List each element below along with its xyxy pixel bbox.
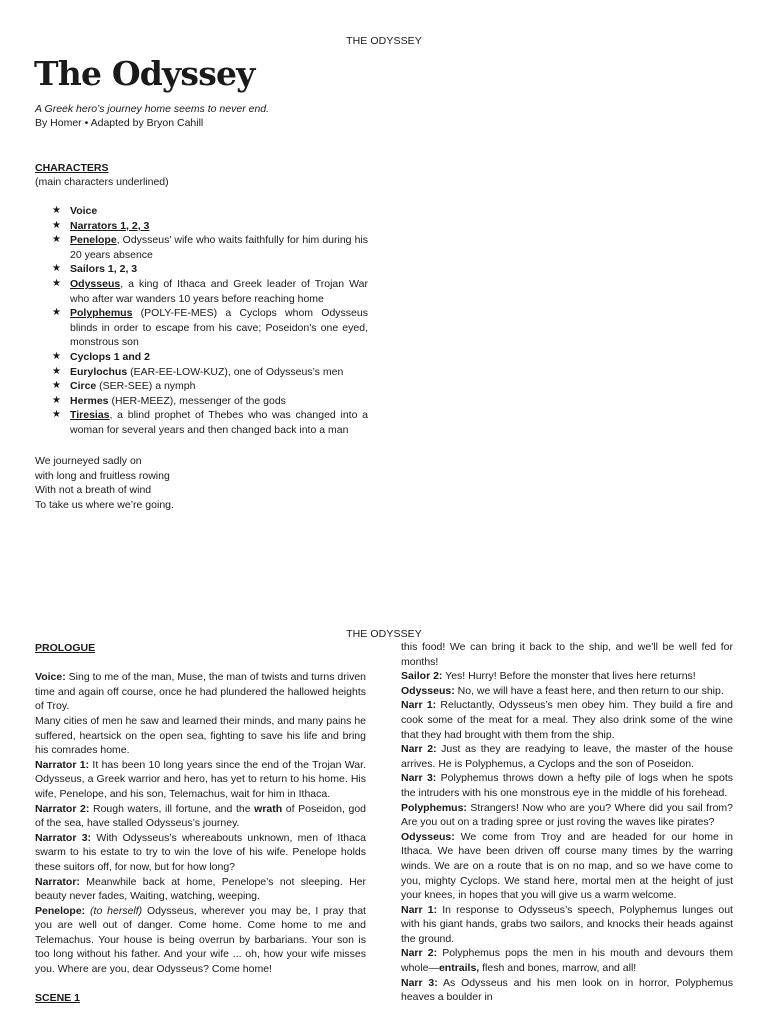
characters-heading: CHARACTERS	[35, 162, 109, 174]
character-name: Narrators 1, 2, 3	[70, 219, 150, 232]
byline: By Homer • Adapted by Bryon Cahill	[35, 117, 204, 129]
script-line	[401, 669, 733, 684]
line-text: Meanwhile back at home, Penelope’s not sleeping. Her beauty never fades, Waiting, watching, weeping.	[35, 875, 366, 903]
character-description: (HER-MEEZ), messenger of the gods	[108, 394, 286, 407]
script-line	[35, 831, 366, 875]
speaker-label: Narr 1:	[401, 699, 437, 712]
speaker-label: Narrator:	[35, 875, 80, 888]
character-name: Hermes	[70, 394, 109, 407]
poem-stanza	[35, 454, 174, 512]
script-line	[401, 698, 733, 742]
speaker-label: Odysseus:	[401, 830, 455, 843]
vocab-word: entrails,	[438, 962, 480, 975]
character-item	[52, 394, 368, 409]
left-column	[35, 641, 366, 1006]
character-item	[52, 219, 368, 234]
characters-note: (main characters underlined)	[35, 176, 169, 188]
script-line	[401, 946, 733, 975]
document-title: The Odyssey	[34, 54, 255, 93]
character-item	[52, 262, 368, 277]
script-line	[401, 684, 733, 699]
scene-heading: SCENE 1	[35, 992, 80, 1005]
character-name: Cyclops 1 and 2	[70, 350, 150, 363]
star-bullet-icon: ★	[52, 307, 61, 319]
script-line	[35, 758, 366, 802]
line-text: Yes! Hurry! Before the monster that lives here returns!	[442, 670, 696, 683]
prologue-heading: PROLOGUE	[35, 642, 96, 654]
character-name: Tiresias	[70, 409, 110, 422]
speaker-label: Narr 2:	[401, 947, 438, 960]
character-description: (POLY-FE-MES) a Cyclops whom Odysseus blinds in order to escape from his cave; Poseidon's one eyed, monstrous son	[70, 307, 368, 349]
stage-direction: (to herself)	[85, 904, 143, 917]
script-line	[35, 802, 366, 831]
line-text: Polyphemus pops the men in his mouth and devours them whole—	[401, 947, 733, 975]
character-item	[52, 233, 368, 262]
speaker-label: Narr 1:	[401, 903, 438, 916]
line-text: In response to Odysseus’s speech, Polyphemus lunges out with his giant hands, grabs two sailors, and knocks their heads against the ground.	[401, 903, 733, 945]
vocab-word: wrath	[254, 802, 283, 815]
line-text: It has been 10 long years since the end of the Trojan War. Odysseus, a Greek warrior and hero, has yet to return to his home. His wife, Penelope, and his son, Telemachus, wait for him in Ithaca.	[35, 758, 366, 800]
line-text: Reluctantly, Odysseus’s men obey him. They build a fire and cook some of the meat for a meal. They also drink some of the wine that they had brought with them from the ship.	[401, 699, 733, 741]
line-text: Polyphemus throws down a hefty pile of logs when he spots the intruders with his one monstrous eye in the middle of his forehead.	[401, 772, 733, 799]
speaker-label: Penelope:	[35, 904, 86, 917]
character-item	[52, 350, 368, 365]
line-text: Sing to me of the man, Muse, the man of twists and turns driven time and again off course, once he had plundered the hallowed heights of Troy.	[35, 671, 366, 713]
character-item	[52, 306, 368, 350]
line-text: No, we will have a feast here, and then return to our ship.	[454, 684, 724, 697]
poem-line: We journeyed sadly on	[35, 455, 142, 467]
character-name: Circe	[70, 380, 97, 393]
character-item	[52, 277, 368, 306]
character-item	[52, 365, 368, 380]
character-name: Eurylochus	[70, 365, 128, 378]
line-text: Rough waters, ill fortune, and the	[89, 802, 255, 815]
document-page-2	[0, 620, 768, 1024]
script-line	[401, 742, 733, 771]
right-column	[401, 640, 733, 1005]
star-bullet-icon: ★	[52, 350, 61, 362]
character-description: (EAR-EE-LOW-KUZ), one of Odysseus’s men	[127, 365, 344, 378]
script-line	[35, 670, 366, 714]
speaker-label: Narrator 1:	[35, 758, 90, 771]
speaker-label: Narr 3:	[401, 976, 438, 989]
speaker-label: Polyphemus:	[401, 801, 467, 814]
subtitle: A Greek hero’s journey home seems to never end.	[35, 103, 270, 115]
character-description: (SER-SEE) a nymph	[96, 380, 196, 393]
speaker-label: Narrator 2:	[35, 802, 90, 815]
script-line	[401, 640, 733, 669]
line-text: this food! We can bring it back to the ship, and we'll be well fed for months!	[401, 641, 733, 668]
character-name: Odysseus	[70, 277, 121, 290]
script-line	[401, 830, 733, 903]
star-bullet-icon: ★	[52, 263, 61, 275]
speaker-label: Narr 2:	[401, 743, 437, 756]
character-name: Penelope	[70, 234, 117, 247]
line-text: Many cities of men he saw and learned their minds, and many pains he suffered, heartsick on the open sea, fighting to save his life and bring his comrades home.	[35, 714, 366, 757]
speaker-label: Narrator 3:	[35, 831, 92, 844]
script-line	[35, 875, 366, 904]
script-line	[401, 771, 733, 800]
star-bullet-icon: ★	[52, 277, 61, 289]
script-line	[401, 903, 733, 947]
character-name: Voice	[70, 205, 98, 217]
speaker-label: Narr 3:	[401, 772, 437, 785]
line-text: With Odysseus’s whereabouts unknown, men of Ithaca swarm to his estate to try to win the love of his wife. Penelope holds these suitors off, for now, but for how long?	[35, 831, 367, 873]
star-bullet-icon: ★	[52, 234, 61, 246]
line-text: Just as they are readying to leave, the master of the house arrives. He is Polyphemus, a Cyclops and the son of Poseidon.	[401, 743, 733, 770]
character-description: , a king of Ithaca and Greek leader of Trojan War who after war wanders 10 years before reaching home	[70, 277, 368, 305]
character-description: , a blind prophet of Thebes who was changed into a woman for several years and then changed back into a man	[70, 409, 368, 436]
line-text: We come from Troy and are headed for our home in Ithaca. We have been driven off course many times by the warring winds. We are on a route that is on no map, and so we have come to you, mighty Cyclops. We stand here, mortal men at the height of just your knees, in hopes that you will give us a warm welcome.	[401, 830, 733, 902]
line-text: Strangers! Now who are you? Where did you sail from? Are you out on a trading spree or just roving the waves like pirates?	[401, 801, 733, 829]
star-bullet-icon: ★	[52, 394, 61, 406]
character-item	[52, 379, 368, 394]
star-bullet-icon: ★	[52, 219, 61, 231]
character-item	[52, 408, 368, 437]
line-text: flesh and bones, marrow, and all!	[479, 962, 637, 975]
character-item	[52, 204, 368, 219]
star-bullet-icon: ★	[52, 205, 61, 216]
character-name: Sailors 1, 2, 3	[70, 263, 138, 276]
star-bullet-icon: ★	[52, 365, 61, 377]
script-line	[35, 904, 366, 977]
script-line	[401, 976, 733, 1005]
speaker-label: Sailor 2:	[401, 670, 443, 683]
poem-line: To take us where we’re going.	[35, 498, 174, 511]
poem-line: With not a breath of wind	[35, 484, 152, 496]
star-bullet-icon: ★	[52, 409, 61, 421]
line-text: Odysseus, wherever you may be, I pray that you are well out of danger. Come home. Come home to me and Telemachus. Your house is being overrun by barbarians. Your son is too long without his father. And your wife ... oh, how your wife misses you. Where are you, dear Odysseus? Come home!	[35, 904, 366, 976]
speaker-label: Odysseus:	[401, 684, 455, 697]
running-header: THE ODYSSEY	[346, 35, 422, 47]
character-list	[52, 204, 368, 438]
character-name: Polyphemus	[70, 307, 133, 320]
running-header: THE ODYSSEY	[346, 628, 422, 640]
character-description: , Odysseus’ wife who waits faithfully for him during his 20 years absence	[70, 234, 368, 261]
script-line	[35, 714, 366, 758]
line-text: As Odysseus and his men look on in horror, Polyphemus heaves a boulder in	[401, 976, 733, 1004]
speaker-label: Voice:	[35, 671, 66, 684]
line-text: of Poseidon, god of the sea, have stalled Odysseus’s journey.	[35, 802, 366, 830]
poem-line: with long and fruitless rowing	[35, 469, 170, 482]
script-line	[401, 801, 733, 830]
star-bullet-icon: ★	[52, 380, 61, 392]
